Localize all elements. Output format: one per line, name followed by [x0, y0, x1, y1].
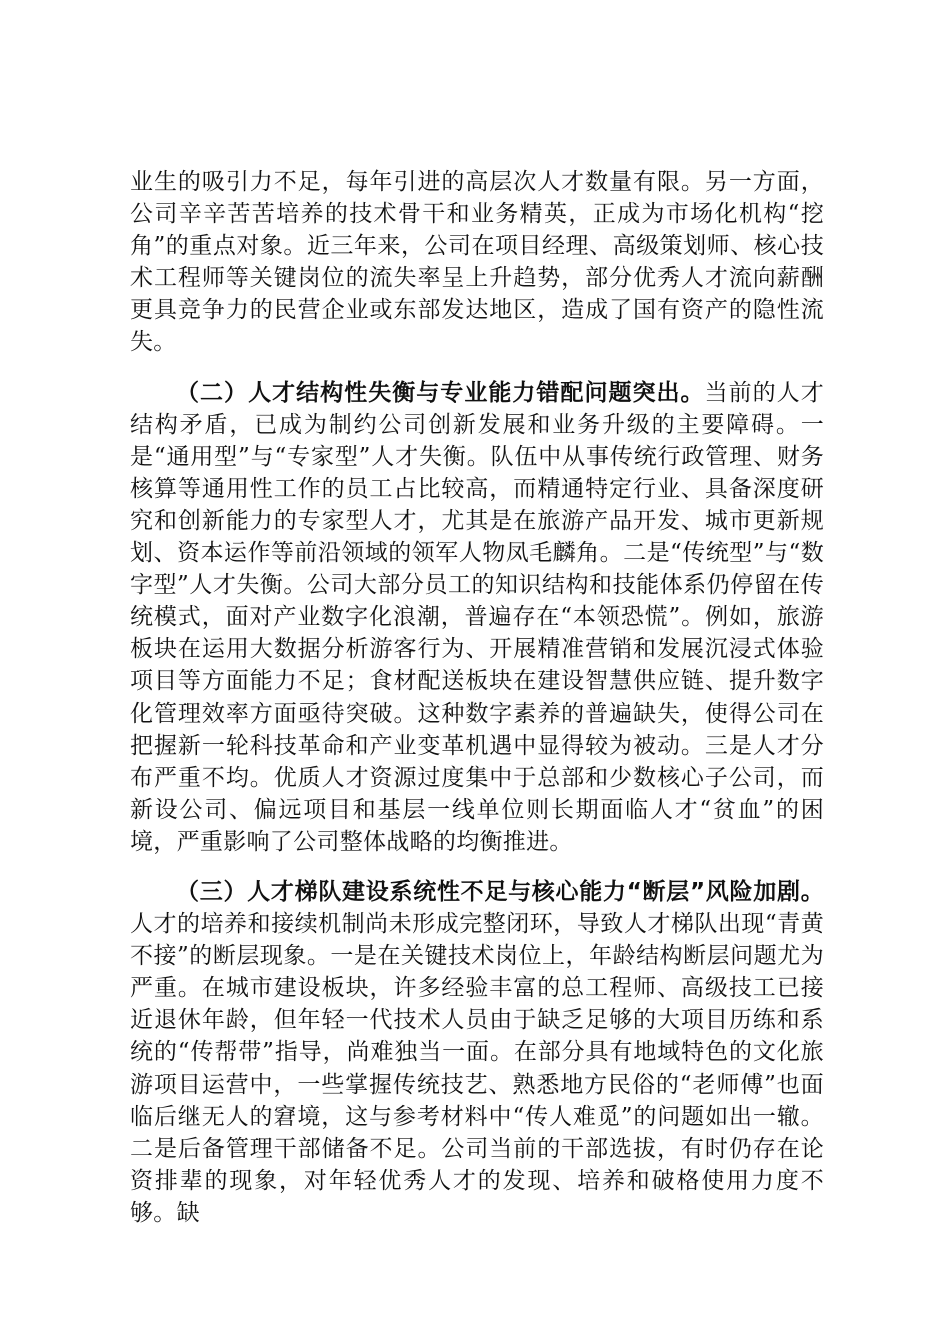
paragraph-2-text: 当前的人才结构矛盾，已成为制约公司创新发展和业务升级的主要障碍。一是“通用型”与“专家型”人才失衡。队伍中从事传统行政管理、财务核算等通用性工作的员工占比较高，而精通特定行业、具备深度研究和创新能力的专家型人才，尤其是在旅游产品开发、城市更新规划、资本运作等前沿领域的领军人物凤毛麟角。二是“传统型”与“数字型”人才失衡。公司大部分员工的知识结构和技能体系仍停留在传统模式，面对产业数字化浪潮，普遍存在“本领恐慌”。例如，旅游板块在运用大数据分析游客行为、开展精准营销和发展沉浸式体验项目等方面能力不足；食材配送板块在建设智慧供应链、提升数字化管理效率方面亟待突破。这种数字素养的普遍缺失，使得公司在把握新一轮科技革命和产业变革机遇中显得较为被动。三是人才分布严重不均。优质人才资源过度集中于总部和少数核心子公司，而新设公司、偏远项目和基层一线单位则长期面临人才“贫血”的困境，严重影响了公司整体战略的均衡推进。 [130, 379, 824, 855]
paragraph-1 [130, 166, 824, 359]
paragraph-3-text: 人才的培养和接续机制尚未形成完整闭环，导致人才梯队出现“青黄不接”的断层现象。一是在关键技术岗位上，年龄结构断层问题尤为严重。在城市建设板块，许多经验丰富的总工程师、高级技工已接近退休年龄，但年轻一代技术人员由于缺乏足够的大项目历练和系统的“传帮带”指导，尚难独当一面。在部分具有地域特色的文化旅游项目运营中，一些掌握传统技艺、熟悉地方民俗的“老师傅”也面临后继无人的窘境，这与参考材料中“传人难觅”的问题如出一辙。二是后备管理干部储备不足。公司当前的干部选拔，有时仍存在论资排辈的现象，对年轻优秀人才的发现、培养和破格使用力度不够。缺 [130, 911, 824, 1226]
document-body [130, 166, 824, 1229]
paragraph-2 [130, 377, 824, 858]
paragraph-2-heading: （二）人才结构性失衡与专业能力错配问题突出。 [176, 379, 705, 406]
paragraph-1-text: 业生的吸引力不足，每年引进的高层次人才数量有限。另一方面，公司辛辛苦苦培养的技术骨干和业务精英，正成为市场化机构“挖角”的重点对象。近三年来，公司在项目经理、高级策划师、核心技术工程师等关键岗位的流失率呈上升趋势，部分优秀人才流向薪酬更具竞争力的民营企业或东部发达地区，造成了国有资产的隐性流失。 [130, 169, 824, 356]
paragraph-3 [130, 876, 824, 1229]
paragraph-3-heading: （三）人才梯队建设系统性不足与核心能力“断层”风险加剧。 [176, 878, 824, 905]
